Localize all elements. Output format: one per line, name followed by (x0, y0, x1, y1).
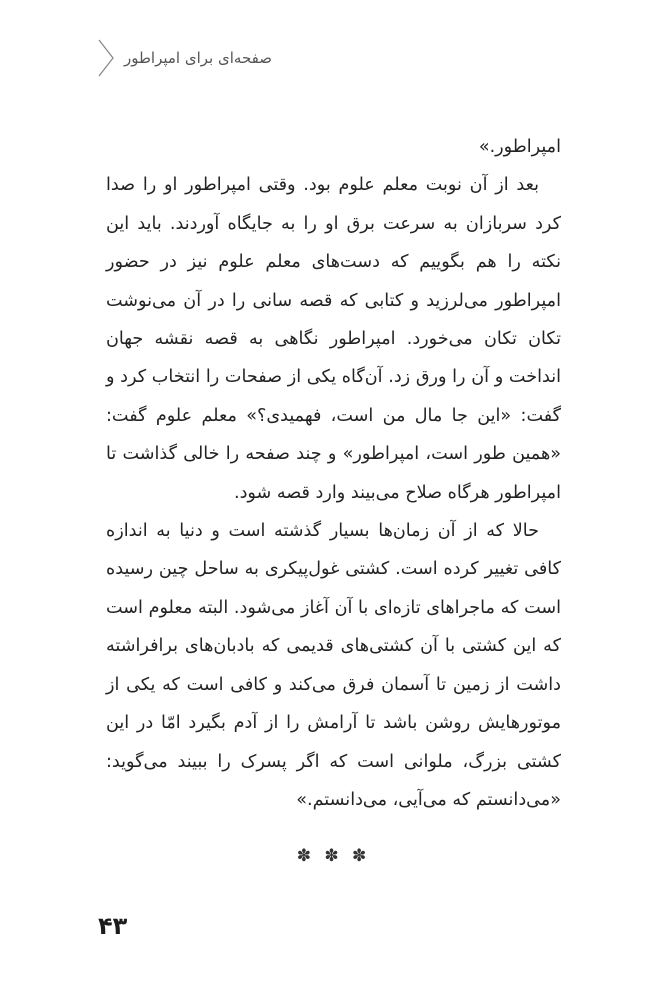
running-header (96, 38, 272, 78)
paragraph-continuation: امپراطور.» (478, 137, 561, 157)
body-text (106, 128, 561, 819)
page-number: ۴۳ (98, 912, 128, 940)
book-title: صفحه‌ای برای امپراطور (124, 49, 272, 67)
section-separator: ✽ ✽ ✽ (296, 846, 371, 866)
chevron-right-icon (96, 38, 116, 78)
paragraph: بعد از آن نوبت معلم علوم بود. وقتی امپراطور او را صدا کرد سربازان به سرعت برق او را به جایگاه آوردند. باید این نکته را هم بگوییم که دست‌های معلم علوم نیز در حضور امپراطور می‌لرزید و کتابی که قصه سانی را در آن می‌نوشت تکان تکان می‌خورد. امپراطور نگاهی به قصه نقشه جهان انداخت و آن را ورق زد. آن‌گاه یکی از صفحات را انتخاب کرد و گفت: «این جا مال من است، فهمیدی؟» معلم علوم گفت: «همین طور است، امپراطور» و چند صفحه را خالی گذاشت تا امپراطور هرگاه صلاح می‌بیند وارد قصه شود. (106, 175, 561, 503)
paragraph: حالا که از آن زمان‌ها بسیار گذشته است و دنیا به اندازه کافی تغییر کرده است. کشتی غول‌پیکری به ساحل چین رسیده است که ماجراهای تازه‌ای با آن آغاز می‌شود. البته معلوم است که این کشتی با آن کشتی‌های قدیمی که بادبان‌های برافراشته داشت از زمین تا آسمان فرق می‌کند و کافی است که یکی از موتورهایش روشن باشد تا آرامش را از آدم بگیرد امّا در این کشتی بزرگ، ملوانی است که اگر پسرک را ببیند می‌گوید: «می‌دانستم که می‌آیی، می‌دانستم.» (106, 521, 561, 810)
